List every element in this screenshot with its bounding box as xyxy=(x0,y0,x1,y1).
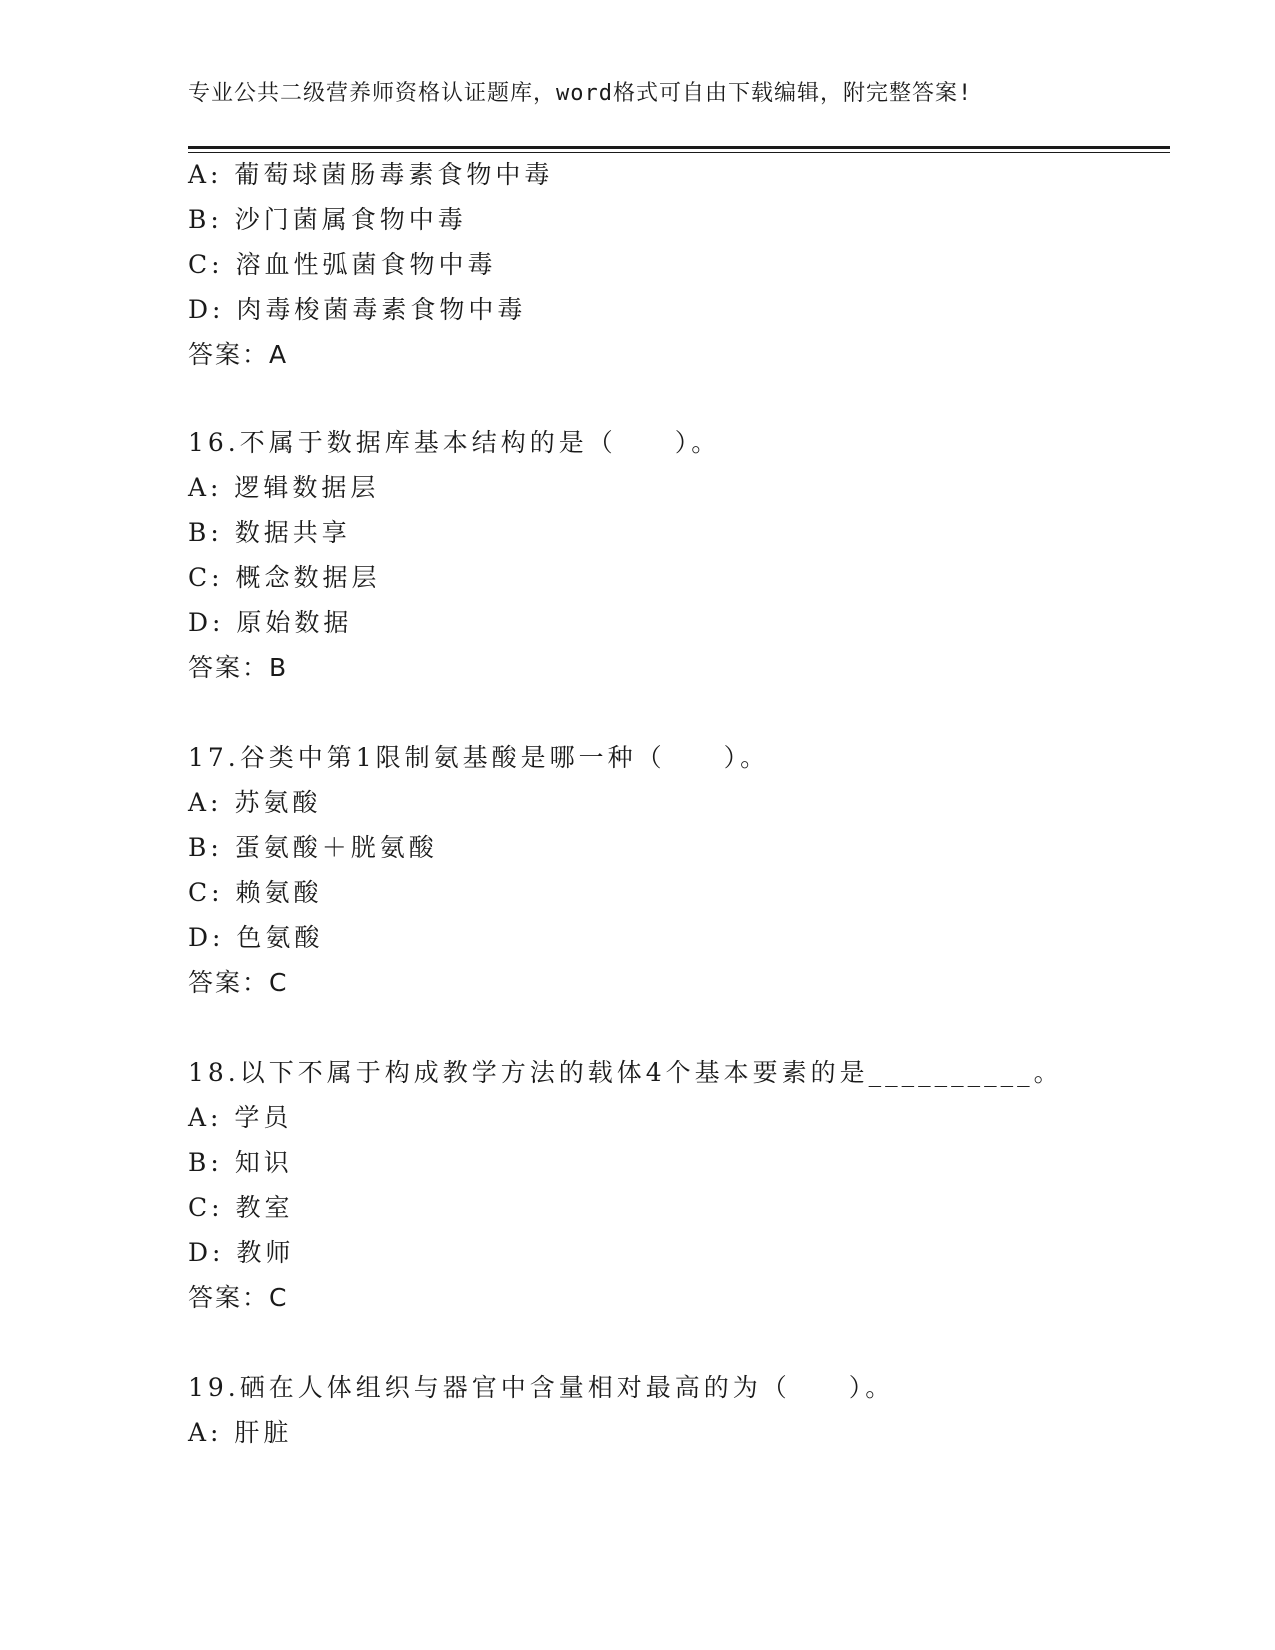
q17-option-a: A: 苏氨酸 xyxy=(188,788,322,817)
q16-option-a: A: 逻辑数据层 xyxy=(188,473,380,502)
q15-option-d: D: 肉毒梭菌毒素食物中毒 xyxy=(188,295,527,324)
q15-option-a: A: 葡萄球菌肠毒素食物中毒 xyxy=(188,160,554,189)
q16-option-d: D: 原始数据 xyxy=(188,608,353,637)
q17-option-b: B: 蛋氨酸＋胱氨酸 xyxy=(188,833,438,862)
q16-option-b: B: 数据共享 xyxy=(188,518,351,547)
q17-option-d: D: 色氨酸 xyxy=(188,923,324,952)
q19-option-a: A: 肝脏 xyxy=(188,1418,293,1447)
q16-option-c: C: 概念数据层 xyxy=(188,563,381,592)
q16-answer: 答案：B xyxy=(188,653,289,682)
q15-option-b: B: 沙门菌属食物中毒 xyxy=(188,205,467,234)
q18-option-a: A: 学员 xyxy=(188,1103,293,1132)
q18-answer: 答案：C xyxy=(188,1283,289,1312)
q18-question: 18.以下不属于构成教学方法的载体4个基本要素的是__________。 xyxy=(188,1058,1063,1087)
header-rule-thin xyxy=(188,152,1170,153)
q17-question: 17.谷类中第1限制氨基酸是哪一种（ ）。 xyxy=(188,743,770,772)
q19-question: 19.硒在人体组织与器官中含量相对最高的为（ ）。 xyxy=(188,1373,895,1402)
q18-option-b: B: 知识 xyxy=(188,1148,293,1177)
q15-answer: 答案：A xyxy=(188,340,289,369)
q18-option-d: D: 教师 xyxy=(188,1238,295,1267)
q17-option-c: C: 赖氨酸 xyxy=(188,878,323,907)
q18-option-c: C: 教室 xyxy=(188,1193,294,1222)
page-header: 专业公共二级营养师资格认证题库，word格式可自由下载编辑，附完整答案! xyxy=(188,81,973,106)
header-rule-thick xyxy=(188,146,1170,149)
q16-question: 16.不属于数据库基本结构的是（ ）。 xyxy=(188,428,721,457)
q17-answer: 答案：C xyxy=(188,968,289,997)
q15-option-c: C: 溶血性弧菌食物中毒 xyxy=(188,250,497,279)
